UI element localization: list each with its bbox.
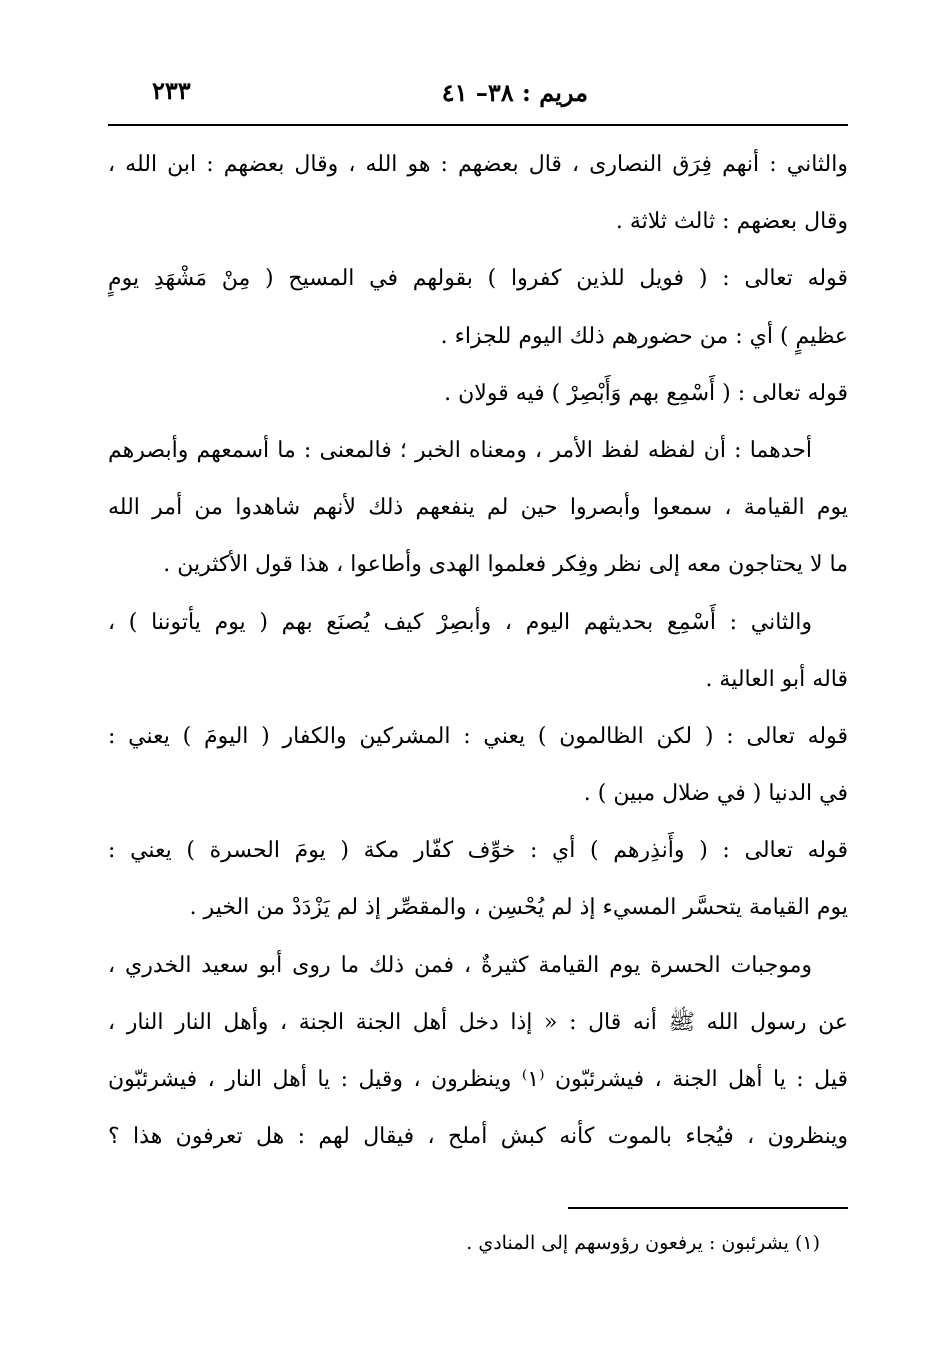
text-line: ما لا يحتاجون معه إلى نظر وفِكر فعلموا الهدى وأطاعوا ، هذا قول الأكثرين . — [163, 552, 848, 578]
text-line: يوم القيامة ، سمعوا وأبصروا حين لم ينفعهم ذلك لأنهم شاهدوا من أمر الله — [108, 495, 848, 521]
text-line: قوله تعالى : ( فويل للذين كفروا ) بقولهم في المسيح ( مِنْ مَشْهَدِ يومٍ — [108, 266, 848, 292]
text-line: قوله تعالى : ( وأَنذِرهم ) أي : خوِّف كفّار مكة ( يومَ الحسرة ) يعني : — [108, 838, 848, 864]
text-line: أحدهما : أن لفظه لفظ الأمر ، ومعناه الخبر ؛ فالمعنى : ما أسمعهم وأبصرهم — [108, 437, 812, 463]
text-line: والثاني : أنهم فِرَق النصارى ، قال بعضهم : هو الله ، وقال بعضهم : ابن الله ، — [108, 152, 848, 177]
text-line: وينظرون ، فيُجاء بالموت كأنه كبش أملح ، فيقال لهم : هل تعرفون هذا ؟ — [108, 1124, 848, 1150]
main-text — [108, 136, 848, 1165]
text-line: في الدنيا ( في ضلال مبين ) . — [583, 781, 848, 807]
text-line: عن رسول الله ﷺ أنه قال : « إذا دخل أهل الجنة الجنة ، وأهل النار النار ، — [108, 1009, 848, 1035]
text-line: قوله تعالى : ( أَسْمِع بهم وَأَبْصِرْ ) فيه قولان . — [444, 380, 848, 406]
page-header — [108, 70, 848, 120]
text-line: قيل : يا أهل الجنة ، فيشرئبّون ⁽١⁾ وينظرون ، وقيل : يا أهل النار ، فيشرئبّون — [108, 1067, 848, 1092]
text-line: قاله أبو العالية . — [705, 666, 848, 692]
text-line: عظيمٍ ) أي : من حضورهم ذلك اليوم للجزاء . — [440, 323, 848, 349]
text-line: يوم القيامة يتحسَّر المسيء إذ لم يُحْسِن ، والمقصِّر إذ لم يَزْدَدْ من الخير . — [189, 895, 848, 921]
footnote-divider — [568, 1207, 848, 1209]
footnote: (١) يشرئبون : يرفعون رؤوسهم إلى المنادي . — [466, 1232, 820, 1254]
header-divider — [108, 124, 848, 126]
text-line: قوله تعالى : ( لكن الظالمون ) يعني : المشركين والكفار ( اليومَ ) يعني : — [108, 723, 848, 749]
surah-reference: مريم : ٣٨– ٤١ — [441, 78, 588, 107]
text-line: والثاني : أَسْمِع بحديثهم اليوم ، وأبصِرْ كيف يُصنَع بهم ( يوم يأتوننا ) ، — [108, 609, 812, 635]
text-line: وموجبات الحسرة يوم القيامة كثيرةٌ ، فمن ذلك ما روى أبو سعيد الخدري ، — [108, 952, 812, 978]
text-line: وقال بعضهم : ثالث ثلاثة . — [615, 209, 848, 235]
page-number: ٢٣٣ — [152, 76, 191, 105]
